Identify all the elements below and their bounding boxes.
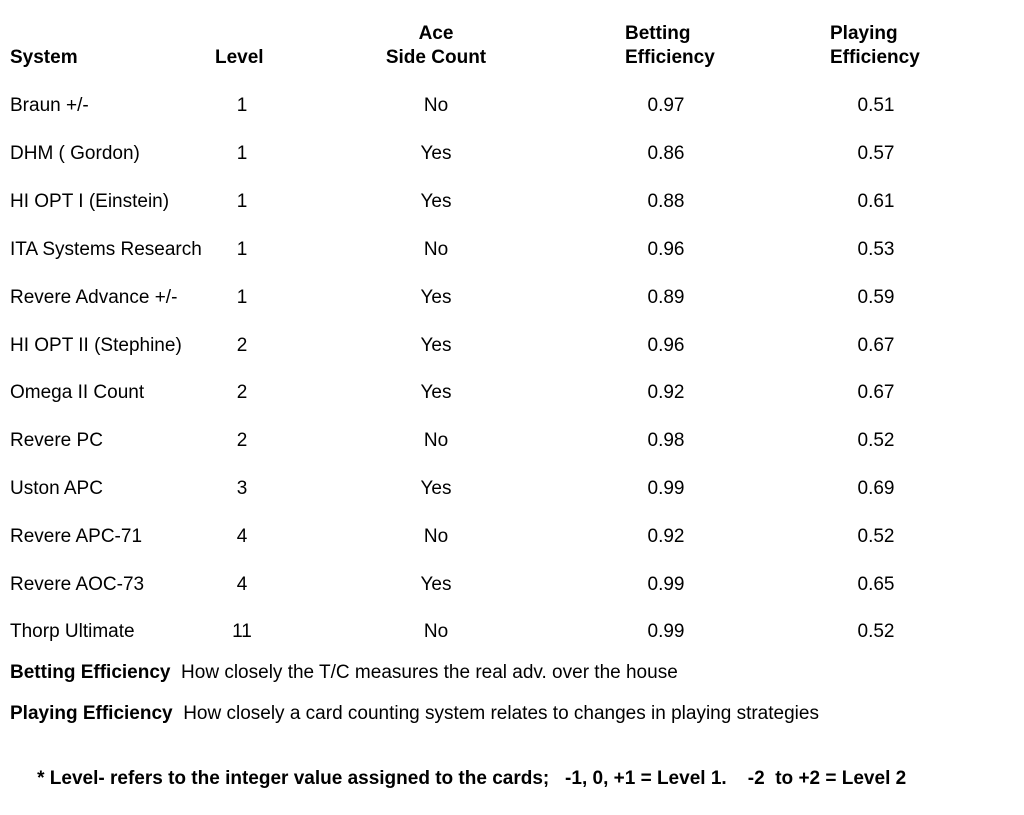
system-name: Revere APC-71: [10, 526, 143, 547]
system-level: 1: [236, 239, 248, 260]
betting-efficiency: 0.99: [647, 621, 685, 642]
system-name: Uston APC: [10, 478, 103, 499]
playing-efficiency: 0.52: [857, 430, 895, 451]
betting-efficiency-term: Betting Efficiency: [10, 662, 171, 683]
ace-side-count: Yes: [420, 143, 452, 164]
system-level: 2: [236, 335, 248, 356]
system-level: 2: [236, 430, 248, 451]
system-name: Revere PC: [10, 430, 103, 451]
ace-side-count: Yes: [420, 478, 452, 499]
ace-side-count: Yes: [420, 335, 452, 356]
playing-efficiency: 0.52: [857, 621, 895, 642]
system-name: Braun +/-: [10, 95, 89, 116]
betting-efficiency-note: [10, 661, 678, 685]
ace-side-count: Yes: [420, 382, 452, 403]
system-name: ITA Systems Research: [10, 239, 202, 260]
header-ace-line2: Side Count: [385, 47, 487, 68]
betting-efficiency: 0.96: [647, 335, 685, 356]
header-betting-line2: Efficiency: [625, 47, 715, 68]
header-playing-line1: Playing: [830, 23, 898, 44]
system-level: 1: [236, 143, 248, 164]
system-level: 3: [236, 478, 248, 499]
system-name: HI OPT II (Stephine): [10, 335, 182, 356]
betting-efficiency: 0.97: [647, 95, 685, 116]
header-level-label: Level: [215, 47, 264, 68]
table-row: [0, 94, 1024, 118]
system-level: 1: [236, 95, 248, 116]
ace-side-count: Yes: [420, 287, 452, 308]
betting-efficiency: 0.99: [647, 574, 685, 595]
playing-efficiency: 0.51: [857, 95, 895, 116]
playing-efficiency: 0.67: [857, 335, 895, 356]
playing-efficiency-term: Playing Efficiency: [10, 703, 173, 724]
betting-efficiency: 0.92: [647, 382, 685, 403]
table-row: [0, 286, 1024, 310]
system-level: 2: [236, 382, 248, 403]
playing-efficiency-definition: How closely a card counting system relates to changes in playing strategies: [183, 703, 819, 724]
level-footnote-text: * Level- refers to the integer value assigned to the cards; -1, 0, +1 = Level 1. -2 to +2 = Level 2: [37, 768, 907, 789]
system-level: 1: [236, 287, 248, 308]
table-row: [0, 238, 1024, 262]
playing-efficiency: 0.67: [857, 382, 895, 403]
system-name: HI OPT I (Einstein): [10, 191, 170, 212]
betting-efficiency: 0.98: [647, 430, 685, 451]
table-row: [0, 190, 1024, 214]
system-level: 4: [236, 574, 248, 595]
level-footnote: [16, 743, 906, 815]
betting-efficiency-definition: How closely the T/C measures the real adv. over the house: [181, 662, 678, 683]
system-name: Omega II Count: [10, 382, 145, 403]
betting-efficiency: 0.92: [647, 526, 685, 547]
system-level: 1: [236, 191, 248, 212]
ace-side-count: No: [423, 430, 449, 451]
table-row: [0, 477, 1024, 501]
ace-side-count: No: [423, 526, 449, 547]
system-level: 4: [236, 526, 248, 547]
system-name: DHM ( Gordon): [10, 143, 140, 164]
betting-efficiency: 0.89: [647, 287, 685, 308]
betting-efficiency: 0.86: [647, 143, 685, 164]
header-betting-efficiency: [625, 22, 715, 70]
playing-efficiency: 0.53: [857, 239, 895, 260]
table-row: [0, 142, 1024, 166]
playing-efficiency: 0.69: [857, 478, 895, 499]
ace-side-count: No: [423, 621, 449, 642]
playing-efficiency: 0.57: [857, 143, 895, 164]
playing-efficiency: 0.65: [857, 574, 895, 595]
table-row: [0, 381, 1024, 405]
ace-side-count: Yes: [420, 191, 452, 212]
header-level: [215, 46, 264, 70]
playing-efficiency: 0.61: [857, 191, 895, 212]
table-row: [0, 573, 1024, 597]
ace-side-count: No: [423, 239, 449, 260]
header-ace-side-count: [320, 22, 552, 70]
system-name: Revere AOC-73: [10, 574, 145, 595]
ace-side-count: Yes: [420, 574, 452, 595]
playing-efficiency: 0.59: [857, 287, 895, 308]
playing-efficiency-note: [10, 702, 819, 726]
table-row: [0, 429, 1024, 453]
system-name: Thorp Ultimate: [10, 621, 135, 642]
header-playing-line2: Efficiency: [830, 47, 920, 68]
ace-side-count: No: [423, 95, 449, 116]
header-ace-line1: Ace: [418, 23, 454, 44]
system-level: 11: [232, 621, 252, 642]
table-row: [0, 525, 1024, 549]
header-system-label: System: [10, 47, 78, 68]
header-playing-efficiency: [830, 22, 920, 70]
betting-efficiency: 0.88: [647, 191, 685, 212]
betting-efficiency: 0.96: [647, 239, 685, 260]
playing-efficiency: 0.52: [857, 526, 895, 547]
system-name: Revere Advance +/-: [10, 287, 178, 308]
table-row: [0, 334, 1024, 358]
table-row: [0, 620, 1024, 644]
header-betting-line1: Betting: [625, 23, 691, 44]
betting-efficiency: 0.99: [647, 478, 685, 499]
header-system: [10, 46, 78, 70]
